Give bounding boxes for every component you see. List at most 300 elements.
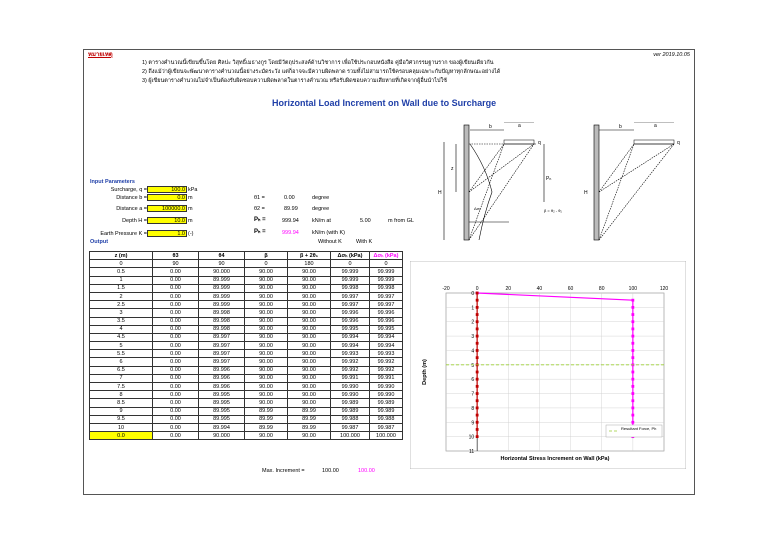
table-row — [90, 276, 403, 284]
table-cell: 99.995 — [331, 325, 370, 333]
x-tick-label: 100 — [628, 286, 638, 292]
table-cell: 0.00 — [153, 432, 199, 440]
output-section-label: Output — [90, 239, 109, 245]
note-line-3: 3) ผู้เขียนตารางคำนวณไม่จำเป็นต้องรับผิดชอบความผิดพลาดในตารางคำนวณ หรือรับผิดชอบความเสียหายที่เกิดจากผู้อื่นนำไปใช้ — [142, 78, 447, 84]
table-cell: 90.00 — [245, 391, 288, 399]
table-cell: 0 — [90, 260, 153, 268]
note-label: หมายเหตุ — [88, 52, 113, 58]
table-cell: 90.00 — [245, 276, 288, 284]
table-cell: 90.00 — [245, 292, 288, 300]
earth-pressure-input[interactable]: 1.0 — [147, 230, 187, 237]
surcharge-label: Surcharge, q = — [110, 187, 147, 193]
y-tick-label: 10 — [468, 434, 475, 441]
table-cell: 99.997 — [331, 301, 370, 309]
x-axis-label: Horizontal Stress Increment on Wall (kPa) — [500, 456, 610, 462]
x-tick-label: 40 — [536, 286, 543, 292]
data-point — [631, 421, 634, 424]
y-tick-label: 9 — [471, 420, 475, 427]
table-cell: 90.00 — [288, 374, 331, 382]
data-point — [476, 392, 479, 395]
table-cell: 90 — [153, 260, 199, 268]
table-row — [90, 268, 403, 276]
without-k-label: Without K — [318, 239, 342, 245]
table-cell: 89.997 — [199, 333, 245, 341]
table-cell: 90.00 — [288, 358, 331, 366]
table-cell: 0.00 — [153, 284, 199, 292]
table-cell: 99.990 — [370, 391, 403, 399]
table-cell: 99.987 — [370, 423, 403, 431]
table-cell: 90.00 — [288, 333, 331, 341]
table-cell: 7.5 — [90, 383, 153, 391]
table-cell: 89.99 — [288, 407, 331, 415]
table-cell: 90.00 — [245, 350, 288, 358]
table-cell: 89.99 — [288, 423, 331, 431]
table-cell: 99.999 — [370, 268, 403, 276]
dim-b-left: b — [489, 124, 492, 130]
label-q-right: q — [677, 140, 680, 146]
output-table — [89, 251, 403, 440]
table-cell: 0.00 — [153, 342, 199, 350]
data-point — [631, 320, 634, 323]
table-cell: 99.990 — [331, 391, 370, 399]
data-point — [476, 328, 479, 331]
table-cell: 99.994 — [331, 333, 370, 341]
table-cell: 0.00 — [153, 391, 199, 399]
table-cell: 1 — [90, 276, 153, 284]
table-cell: 89.998 — [199, 309, 245, 317]
label-h-right: H — [584, 190, 588, 196]
table-cell: 89.999 — [199, 292, 245, 300]
table-cell: 90.00 — [245, 366, 288, 374]
theta1-unit: degree — [312, 195, 330, 201]
col-theta4: θ4 — [199, 252, 245, 260]
table-cell: 90.000 — [199, 268, 245, 276]
data-point — [631, 356, 634, 359]
data-point — [476, 306, 479, 309]
table-cell: 90.00 — [288, 391, 331, 399]
table-row — [90, 292, 403, 300]
ph-depth: 5.00 — [360, 218, 371, 224]
table-cell: 89.997 — [199, 358, 245, 366]
table-cell: 99.997 — [331, 292, 370, 300]
table-cell: 90.00 — [245, 383, 288, 391]
table-cell: 90.00 — [288, 317, 331, 325]
depth-input[interactable]: 10.0 — [147, 217, 187, 224]
wall-diagram — [434, 122, 689, 247]
table-cell: 89.99 — [245, 423, 288, 431]
ph-value: 999.94 — [282, 218, 299, 224]
table-cell: 99.991 — [331, 374, 370, 382]
table-cell: 10 — [90, 423, 153, 431]
table-row — [90, 350, 403, 358]
table-row — [90, 260, 403, 268]
table-cell: 0 — [370, 260, 403, 268]
table-cell: 90.00 — [288, 325, 331, 333]
dim-a-left: a — [518, 123, 521, 129]
table-cell: 90.00 — [245, 358, 288, 366]
table-cell: 89.997 — [199, 342, 245, 350]
table-row — [90, 284, 403, 292]
earth-pressure-label: Earth Pressure K = — [100, 231, 147, 237]
x-tick-label: 80 — [598, 286, 605, 292]
data-point — [476, 399, 479, 402]
data-point — [476, 356, 479, 359]
table-cell: 90.00 — [245, 301, 288, 309]
table-cell: 90.00 — [245, 374, 288, 382]
table-cell: 99.989 — [331, 407, 370, 415]
table-row — [90, 358, 403, 366]
dim-b-right: b — [619, 124, 622, 130]
table-cell: 89.99 — [245, 407, 288, 415]
label-z: z — [451, 166, 454, 172]
table-cell: 0.00 — [153, 383, 199, 391]
data-point — [476, 292, 479, 295]
x-tick-label: 60 — [567, 286, 574, 292]
table-cell: 90.00 — [245, 432, 288, 440]
table-cell: 90.00 — [288, 309, 331, 317]
note-line-2: 2) ถึงแม้ว่าผู้เขียนจะพัฒนาตารางคำนวณนี้อย่างระมัดระวัง แต่ก็อาจจะมีความผิดพลาด รวมทั้งไม่สามารถใช้ครอบคลุมเฉพาะกับปัญหาทุกลักษณะอย่างได้ — [142, 69, 501, 75]
y-axis-label: Depth (m) — [422, 359, 428, 385]
table-cell: 89.999 — [199, 301, 245, 309]
table-cell: 0.00 — [153, 399, 199, 407]
table-cell: 90.00 — [245, 342, 288, 350]
data-point — [631, 335, 634, 338]
table-cell: 90.00 — [245, 325, 288, 333]
theta1-label: θ1 = — [254, 195, 265, 201]
table-row — [90, 317, 403, 325]
table-cell: 99.989 — [331, 399, 370, 407]
data-point — [631, 342, 634, 345]
dim-a-right: a — [654, 123, 657, 129]
table-cell: 90.000 — [199, 432, 245, 440]
label-q-left: q — [538, 140, 541, 146]
x-tick-label: 0 — [475, 286, 479, 292]
table-cell: 90.00 — [288, 292, 331, 300]
max-increment-without: 100.00 — [322, 468, 339, 474]
table-cell: 2.5 — [90, 301, 153, 309]
table-cell: 99.988 — [331, 415, 370, 423]
table-cell: 90.00 — [288, 399, 331, 407]
table-cell: 99.987 — [331, 423, 370, 431]
table-cell: 0.0 — [90, 432, 153, 440]
table-cell: 0.00 — [153, 276, 199, 284]
data-point — [631, 299, 634, 302]
table-cell: 99.996 — [370, 317, 403, 325]
table-cell: 0.00 — [153, 268, 199, 276]
table-cell: 0.00 — [153, 407, 199, 415]
distance-b-input[interactable]: 0.0 — [147, 194, 187, 201]
y-tick-label: 6 — [471, 377, 475, 384]
table-cell: 89.99 — [245, 415, 288, 423]
label-dsh: Δσₕ — [474, 206, 481, 211]
distance-a-label: Distance a = — [116, 206, 147, 212]
table-cell: 99.992 — [331, 358, 370, 366]
data-point — [631, 414, 634, 417]
label-ph: Pₕ — [546, 176, 552, 182]
table-cell: 89.995 — [199, 391, 245, 399]
table-cell: 0.00 — [153, 415, 199, 423]
table-cell: 0.5 — [90, 268, 153, 276]
table-cell: 99.990 — [331, 383, 370, 391]
data-point — [476, 435, 479, 438]
data-point — [476, 407, 479, 410]
table-cell: 99.993 — [331, 350, 370, 358]
table-cell: 4 — [90, 325, 153, 333]
data-point — [476, 342, 479, 345]
table-cell: 0.00 — [153, 309, 199, 317]
table-row — [90, 301, 403, 309]
table-cell: 90.00 — [288, 301, 331, 309]
table-row — [90, 366, 403, 374]
table-row — [90, 407, 403, 415]
table-row — [90, 423, 403, 431]
table-cell: 99.997 — [370, 301, 403, 309]
table-cell: 99.996 — [370, 309, 403, 317]
x-tick-label: 120 — [659, 286, 669, 292]
table-cell: 99.998 — [370, 284, 403, 292]
table-cell: 89.998 — [199, 317, 245, 325]
data-point — [476, 349, 479, 352]
depth-label: Depth H = — [122, 218, 147, 224]
label-h-left: H — [438, 190, 442, 196]
table-cell: 99.989 — [370, 407, 403, 415]
table-cell: 99.993 — [370, 350, 403, 358]
table-cell: 89.995 — [199, 399, 245, 407]
table-cell: 0.00 — [153, 301, 199, 309]
col-beta: β — [245, 252, 288, 260]
input-section-label: Input Parameters — [90, 179, 135, 185]
table-cell: 3.5 — [90, 317, 153, 325]
table-cell: 89.99 — [288, 415, 331, 423]
with-k-label: With K — [356, 239, 373, 245]
table-cell: 2 — [90, 292, 153, 300]
page-title: Horizontal Load Increment on Wall due to Surcharge — [272, 98, 497, 108]
table-cell: 89.994 — [199, 423, 245, 431]
table-cell: 99.991 — [370, 374, 403, 382]
table-cell: 0.00 — [153, 333, 199, 341]
surcharge-unit: kPa — [188, 187, 198, 193]
ph-label: Pₕ = — [254, 217, 266, 223]
distance-b-label: Distance b = — [116, 195, 147, 201]
table-cell: 99.988 — [370, 415, 403, 423]
data-point — [631, 328, 634, 331]
data-point — [476, 414, 479, 417]
table-cell: 99.990 — [370, 383, 403, 391]
data-point — [631, 399, 634, 402]
max-increment-label: Max. Increment = — [262, 468, 305, 474]
table-cell: 90.00 — [245, 317, 288, 325]
data-point — [631, 306, 634, 309]
distance-a-unit: m — [188, 206, 193, 212]
distance-a-input[interactable]: 100000.0 — [147, 205, 187, 212]
table-cell: 99.998 — [331, 284, 370, 292]
table-cell: 99.994 — [370, 333, 403, 341]
table-row — [90, 309, 403, 317]
table-cell: 3 — [90, 309, 153, 317]
table-row — [90, 325, 403, 333]
table-cell: 0.00 — [153, 374, 199, 382]
distance-b-unit: m — [188, 195, 193, 201]
table-cell: 7 — [90, 374, 153, 382]
table-cell: 5 — [90, 342, 153, 350]
data-point — [476, 371, 479, 374]
phk-label: Pₕ = — [254, 229, 266, 235]
table-cell: 99.997 — [370, 292, 403, 300]
table-cell: 90 — [199, 260, 245, 268]
data-point — [476, 428, 479, 431]
table-cell: 4.5 — [90, 333, 153, 341]
table-cell: 89.997 — [199, 350, 245, 358]
col-z: z (m) — [90, 252, 153, 260]
x-tick-label: -20 — [442, 286, 450, 292]
table-cell: 9.5 — [90, 415, 153, 423]
ph-unit: kN/m at — [312, 218, 331, 224]
phk-unit: kN/m (with K) — [312, 230, 345, 236]
table-cell: 0.00 — [153, 350, 199, 358]
table-cell: 99.995 — [370, 325, 403, 333]
table-cell: 99.992 — [331, 366, 370, 374]
data-point — [631, 378, 634, 381]
table-cell: 89.998 — [199, 325, 245, 333]
col-theta3: θ3 — [153, 252, 199, 260]
stress-chart — [410, 261, 686, 469]
data-point — [476, 299, 479, 302]
table-cell: 100.000 — [370, 432, 403, 440]
table-cell: 89.995 — [199, 407, 245, 415]
table-cell: 1.5 — [90, 284, 153, 292]
data-point — [631, 385, 634, 388]
table-cell: 8 — [90, 391, 153, 399]
label-beta: β = θ₂ - θ₁ — [544, 208, 562, 213]
depth-unit: m — [188, 218, 193, 224]
data-point — [476, 378, 479, 381]
legend-label: Resultant Force, Ph — [621, 426, 657, 431]
table-cell: 90.00 — [245, 284, 288, 292]
table-cell: 99.999 — [331, 276, 370, 284]
ph-depth-ref: m from GL — [388, 218, 414, 224]
theta1-value: 0.00 — [284, 195, 295, 201]
table-cell: 0.00 — [153, 423, 199, 431]
y-tick-label: 8 — [471, 405, 475, 412]
table-cell: 90.00 — [288, 268, 331, 276]
table-cell: 0.00 — [153, 325, 199, 333]
table-cell: 90.00 — [288, 383, 331, 391]
table-cell: 89.995 — [199, 415, 245, 423]
data-point — [631, 371, 634, 374]
table-cell: 89.999 — [199, 284, 245, 292]
table-cell: 99.999 — [370, 276, 403, 284]
table-cell: 0.00 — [153, 292, 199, 300]
table-cell: 99.992 — [370, 366, 403, 374]
table-row — [90, 342, 403, 350]
theta2-value: 89.99 — [284, 206, 298, 212]
theta2-label: θ2 = — [254, 206, 265, 212]
table-cell: 0 — [331, 260, 370, 268]
note-line-1: 1) ตารางคำนวณนี้เขียนขึ้นโดย ศิลปะ วิสุทธิ์เมธางกูร โดยมีวัตถุประสงค์ด้านวิชาการ เพื่อใช้ประกอบหนังสือ คู่มือวิศวกรรมฐานราก ของผู้เขียนเดียวกัน — [142, 60, 494, 66]
data-point — [631, 313, 634, 316]
table-row — [90, 383, 403, 391]
data-point — [631, 407, 634, 410]
table-cell: 100.000 — [331, 432, 370, 440]
data-point — [631, 392, 634, 395]
y-tick-label: 1 — [471, 305, 475, 312]
data-point — [476, 313, 479, 316]
table-row — [90, 374, 403, 382]
table-cell: 99.992 — [370, 358, 403, 366]
table-cell: 0 — [245, 260, 288, 268]
table-cell: 99.989 — [370, 399, 403, 407]
table-cell: 89.996 — [199, 383, 245, 391]
table-cell: 90.00 — [288, 284, 331, 292]
y-tick-label: 11 — [468, 449, 475, 455]
table-cell: 90.00 — [288, 432, 331, 440]
y-tick-label: 3 — [471, 334, 475, 341]
table-cell: 89.996 — [199, 374, 245, 382]
table-cell: 99.996 — [331, 309, 370, 317]
theta2-unit: degree — [312, 206, 330, 212]
table-cell: 99.994 — [370, 342, 403, 350]
table-cell: 9 — [90, 407, 153, 415]
table-cell: 90.00 — [288, 276, 331, 284]
col-beta-2theta: β + 2θ₁ — [288, 252, 331, 260]
col-dsh-k: Δσₕ (kPa) — [370, 252, 403, 260]
table-cell: 89.999 — [199, 276, 245, 284]
table-cell: 90.00 — [245, 309, 288, 317]
table-row — [90, 415, 403, 423]
table-cell: 90.00 — [245, 333, 288, 341]
x-tick-label: 20 — [505, 286, 512, 292]
table-cell: 0.00 — [153, 366, 199, 374]
table-cell: 6.5 — [90, 366, 153, 374]
y-tick-label: 7 — [471, 391, 475, 398]
data-point — [631, 349, 634, 352]
y-tick-label: 0 — [471, 291, 475, 297]
y-tick-label: 5 — [471, 362, 475, 369]
surcharge-input[interactable]: 100.0 — [147, 186, 187, 193]
col-dsh: Δσₕ (kPa) — [331, 252, 370, 260]
table-cell: 90.00 — [288, 366, 331, 374]
table-row — [90, 391, 403, 399]
table-cell: 5.5 — [90, 350, 153, 358]
table-row — [90, 333, 403, 341]
table-cell: 0.00 — [153, 358, 199, 366]
version-label: ver 2019.10.05 — [653, 52, 690, 58]
table-cell: 0.00 — [153, 317, 199, 325]
table-cell: 90.00 — [288, 350, 331, 358]
data-point — [476, 385, 479, 388]
table-row — [90, 399, 403, 407]
table-cell: 8.5 — [90, 399, 153, 407]
earth-pressure-unit: (-) — [188, 231, 194, 237]
phk-value: 999.94 — [282, 230, 299, 236]
y-tick-label: 2 — [471, 319, 475, 326]
data-point — [476, 335, 479, 338]
table-cell: 90.00 — [245, 399, 288, 407]
table-cell: 180 — [288, 260, 331, 268]
data-point — [476, 421, 479, 424]
table-cell: 90.00 — [288, 342, 331, 350]
data-point — [476, 320, 479, 323]
table-row — [90, 432, 403, 440]
max-increment-with: 100.00 — [358, 468, 375, 474]
table-cell: 89.996 — [199, 366, 245, 374]
table-cell: 6 — [90, 358, 153, 366]
table-cell: 90.00 — [245, 268, 288, 276]
y-tick-label: 4 — [471, 348, 475, 355]
table-cell: 99.996 — [331, 317, 370, 325]
table-cell: 99.994 — [331, 342, 370, 350]
worksheet — [83, 49, 695, 495]
